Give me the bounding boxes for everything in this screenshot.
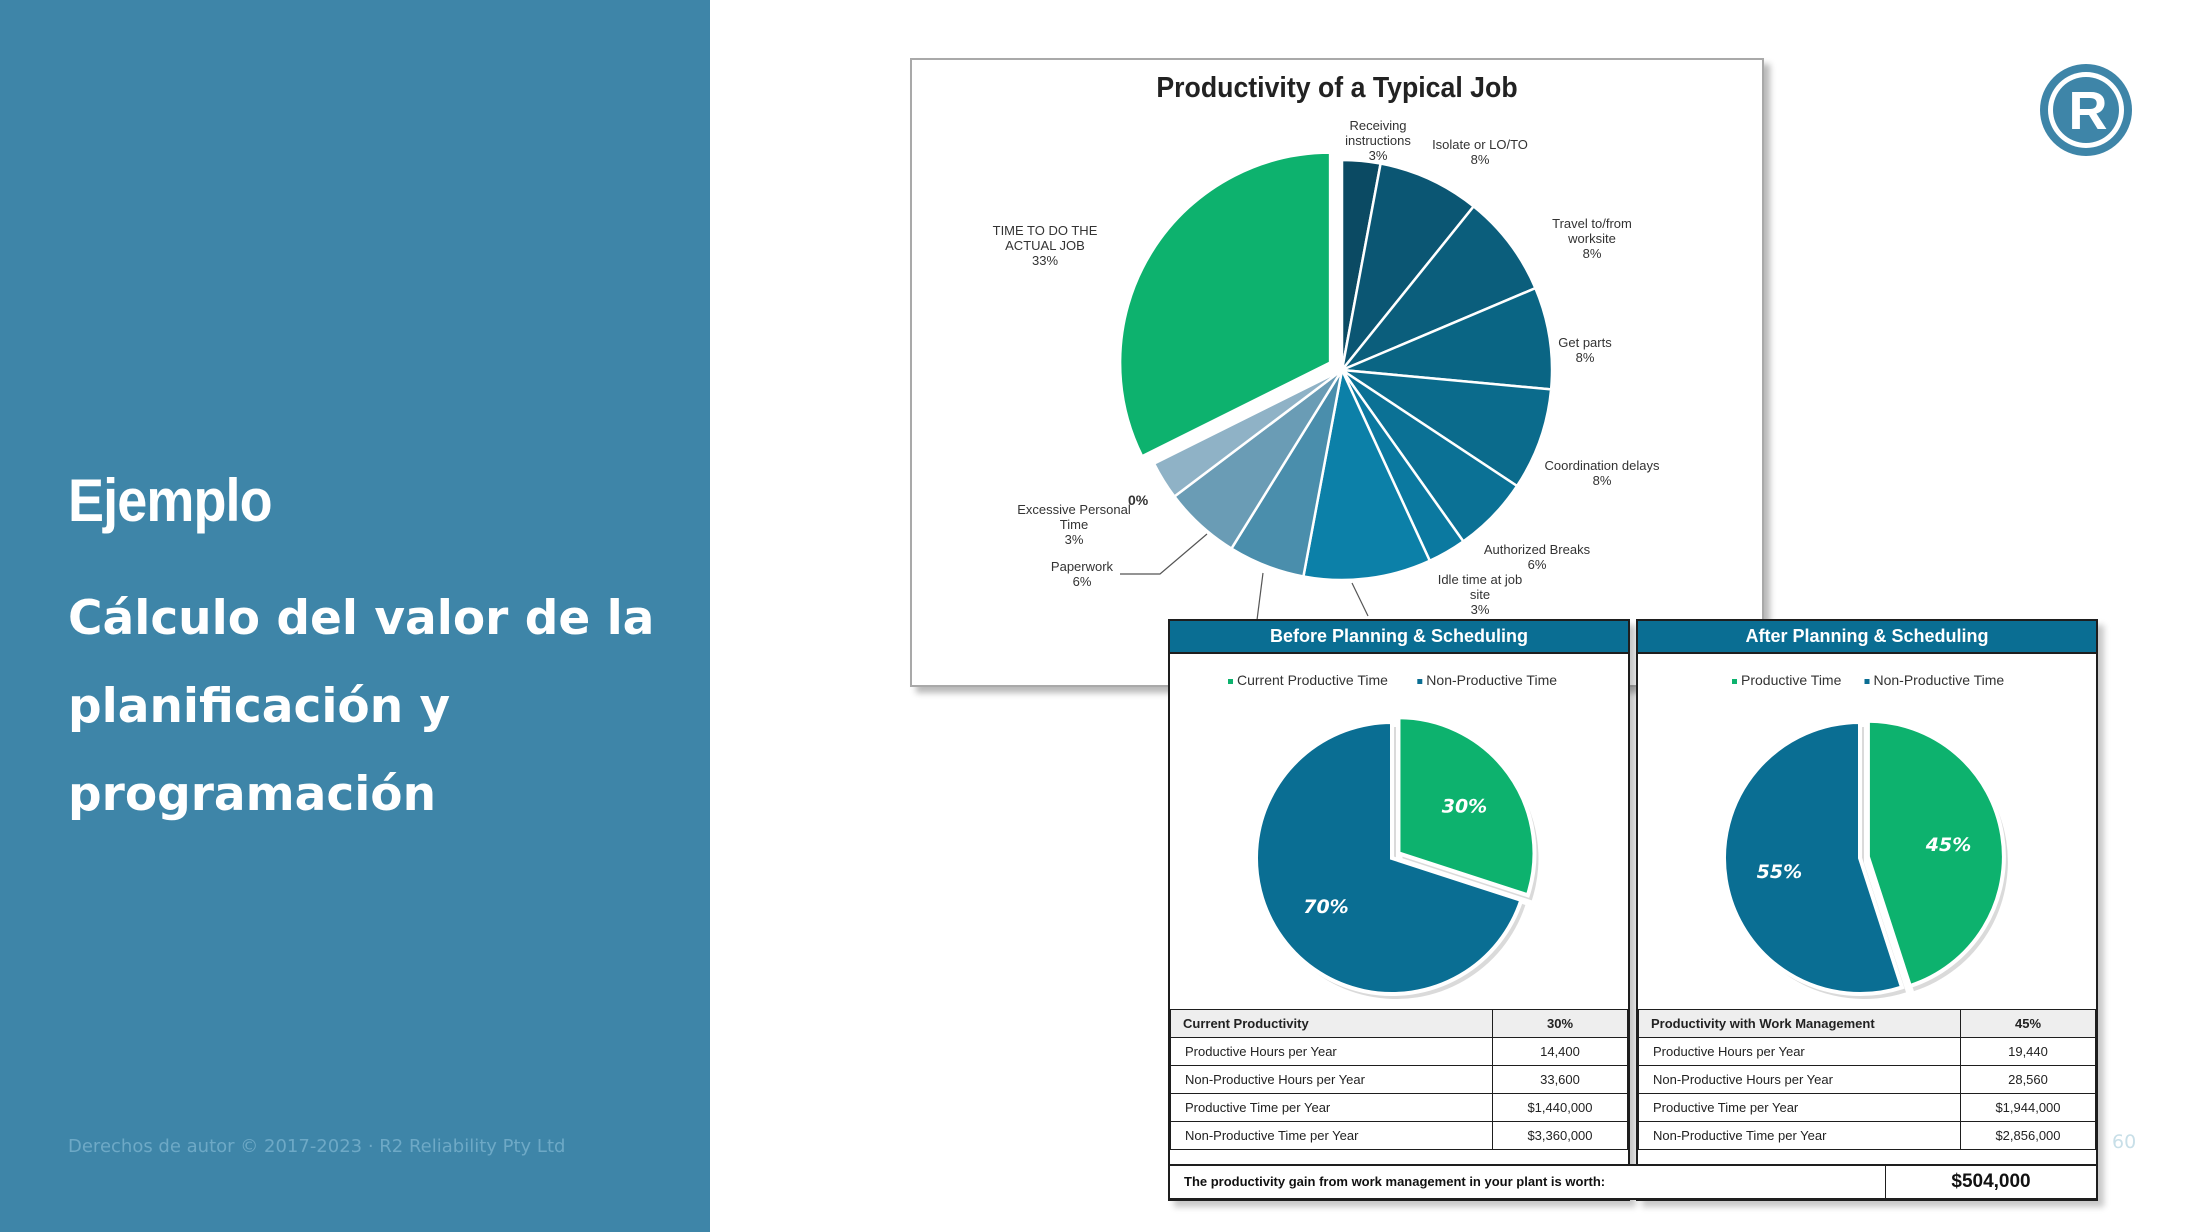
table-cell-value: 33,600	[1493, 1066, 1628, 1094]
slice-label: Paperwork 6%	[1050, 559, 1114, 589]
page-number: 60	[2112, 1131, 2137, 1153]
table-cell-label: Current Productivity	[1171, 1010, 1493, 1038]
copyright-footer: Derechos de autor © 2017-2023 · R2 Reliability Pty Ltd	[68, 1136, 566, 1157]
table-cell-label: Productive Hours per Year	[1171, 1038, 1493, 1066]
after-pie	[1638, 654, 2096, 1008]
title-panel	[0, 0, 710, 1232]
gain-label: The productivity gain from work management in your plant is worth:	[1170, 1166, 1886, 1198]
before-panel	[1168, 619, 1630, 1201]
table-row	[1171, 1094, 1628, 1122]
legend-swatch	[1865, 679, 1870, 684]
typical-job-chart	[910, 58, 1764, 687]
after-table	[1638, 1009, 2096, 1150]
table-row	[1639, 1094, 2096, 1122]
leader-line	[1257, 573, 1263, 620]
paperwork-leader-line	[1120, 534, 1207, 574]
table-cell-label: Non-Productive Hours per Year	[1171, 1066, 1493, 1094]
table-cell-value: 14,400	[1493, 1038, 1628, 1066]
table-row	[1639, 1010, 2096, 1038]
table-row	[1171, 1066, 1628, 1094]
legend-label: Non-Productive Time	[1426, 672, 1558, 688]
after-panel	[1636, 619, 2098, 1201]
table-cell-label: Productive Time per Year	[1171, 1094, 1493, 1122]
table-row	[1639, 1038, 2096, 1066]
leader-line	[1352, 583, 1368, 616]
slice-percent-label: 70%	[1303, 895, 1349, 918]
slice-label: Get parts 8%	[1558, 335, 1612, 365]
slice-percent-label: 45%	[1925, 833, 1972, 856]
table-cell-value: $2,856,000	[1961, 1122, 2096, 1150]
legend-label: Current Productive Time	[1237, 672, 1388, 688]
slice-label: Excessive Personal Time 3%	[1017, 502, 1131, 547]
table-row	[1171, 1038, 1628, 1066]
table-row	[1639, 1122, 2096, 1150]
gain-value: $504,000	[1951, 1171, 2031, 1192]
slice-label: Authorized Breaks 6%	[1483, 542, 1591, 572]
table-cell-value: $3,360,000	[1493, 1122, 1628, 1150]
table-cell-label: Non-Productive Time per Year	[1639, 1122, 1961, 1150]
table-cell-value: 28,560	[1961, 1066, 2096, 1094]
legend-label: Non-Productive Time	[1873, 672, 2005, 688]
typical-job-chart-title: Productivity of a Typical Job	[1156, 72, 1518, 104]
table-cell-label: Productivity with Work Management	[1639, 1010, 1961, 1038]
legend-swatch	[1417, 679, 1422, 684]
before-pie	[1170, 654, 1628, 1008]
before-panel-title: Before Planning & Scheduling	[1170, 621, 1628, 654]
table-row	[1639, 1066, 2096, 1094]
slice-label: Receiving instructions 3%	[1345, 118, 1411, 163]
table-cell-value: 19,440	[1961, 1038, 2096, 1066]
legend-swatch	[1228, 679, 1233, 684]
slice-label: Isolate or LO/TO 8%	[1432, 137, 1528, 167]
slice-label: Idle time at job site 3%	[1437, 572, 1523, 617]
typical-job-pie	[912, 60, 1762, 685]
table-cell-value: $1,944,000	[1961, 1094, 2096, 1122]
table-cell-label: Non-Productive Time per Year	[1171, 1122, 1493, 1150]
table-cell-label: Productive Time per Year	[1639, 1094, 1961, 1122]
slide-subheading: Cálculo del valor de la planificación y programación	[68, 591, 655, 822]
overlap-label: 0%	[1128, 492, 1149, 508]
slice-label: Travel to/from worksite 8%	[1552, 216, 1632, 261]
table-cell-label: Non-Productive Hours per Year	[1639, 1066, 1961, 1094]
table-row	[1171, 1010, 1628, 1038]
legend-swatch	[1732, 679, 1737, 684]
logo-letter: R	[2068, 81, 2108, 141]
productivity-gain-row	[1168, 1164, 2098, 1200]
r2-logo-icon	[2038, 62, 2134, 158]
before-table	[1170, 1009, 1628, 1150]
legend-label: Productive Time	[1741, 672, 1842, 688]
slice-percent-label: 55%	[1756, 860, 1803, 883]
table-row	[1171, 1122, 1628, 1150]
slide-heading: Ejemplo	[68, 467, 272, 534]
table-cell-value: 45%	[1961, 1010, 2096, 1038]
slice-percent-label: 30%	[1441, 795, 1488, 818]
table-cell-value: $1,440,000	[1493, 1094, 1628, 1122]
after-panel-title: After Planning & Scheduling	[1638, 621, 2096, 654]
table-cell-value: 30%	[1493, 1010, 1628, 1038]
table-cell-label: Productive Hours per Year	[1639, 1038, 1961, 1066]
slice-label: Coordination delays 8%	[1544, 458, 1660, 488]
slice-label: TIME TO DO THE ACTUAL JOB 33%	[992, 223, 1098, 268]
